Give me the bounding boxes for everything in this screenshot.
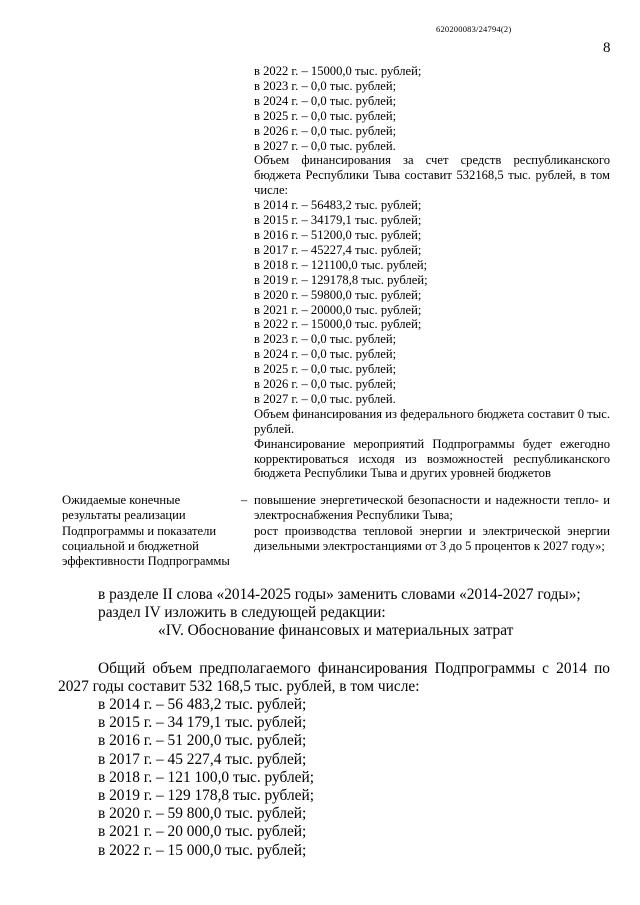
year-line-2014: в 2014 г. – 56 483,2 тыс. рублей; bbox=[98, 696, 307, 714]
federal-budget-paragraph: Объем финансирования из федерального бюджета составит 0 тыс. рублей. bbox=[254, 406, 610, 436]
funding-line-2018: в 2018 г. – 121100,0 тыс. рублей; bbox=[254, 257, 428, 272]
funding-line-2021: в 2021 г. – 20000,0 тыс. рублей; bbox=[254, 302, 422, 317]
funding-line-federal-2025: в 2025 г. – 0,0 тыс. рублей; bbox=[254, 108, 397, 123]
funding-line-federal-2022: в 2022 г. – 15000,0 тыс. рублей; bbox=[254, 64, 422, 78]
funding-line-2014: в 2014 г. – 56483,2 тыс. рублей; bbox=[254, 198, 422, 213]
funding-line-2023: в 2023 г. – 0,0 тыс. рублей; bbox=[254, 332, 397, 347]
funding-line-2015: в 2015 г. – 34179,1 тыс. рублей; bbox=[254, 213, 422, 228]
funding-line-federal-2027: в 2027 г. – 0,0 тыс. рублей. bbox=[254, 138, 396, 153]
funding-line-2024: в 2024 г. – 0,0 тыс. рублей; bbox=[254, 347, 397, 362]
expected-result-2: рост производства тепловой энергии и электрической энергии дизельными электростанциями от 3 до 5 процентов к 2027 году»; bbox=[254, 523, 610, 553]
funding-line-2019: в 2019 г. – 129178,8 тыс. рублей; bbox=[254, 272, 428, 287]
amendment-section-4: раздел IV изложить в следующей редакции: bbox=[98, 604, 386, 622]
funding-line-2020: в 2020 г. – 59800,0 тыс. рублей; bbox=[254, 287, 422, 302]
republican-budget-paragraph: Объем финансирования за счет средств республиканского бюджета Республики Тыва составит 532168,5 тыс. рублей, в том числе: bbox=[254, 153, 610, 198]
funding-line-federal-2026: в 2026 г. – 0,0 тыс. рублей; bbox=[254, 123, 397, 138]
year-line-2019: в 2019 г. – 129 178,8 тыс. рублей; bbox=[98, 787, 315, 805]
year-line-2018: в 2018 г. – 121 100,0 тыс. рублей; bbox=[98, 768, 315, 786]
amendment-section-2: в разделе II слова «2014-2025 годы» заменить словами «2014-2027 годы»; bbox=[98, 586, 581, 603]
section-heading: «IV. Обоснование финансовых и материальных затрат bbox=[158, 622, 514, 640]
funding-line-federal-2023: в 2023 г. – 0,0 тыс. рублей; bbox=[254, 78, 397, 93]
year-line-2020: в 2020 г. – 59 800,0 тыс. рублей; bbox=[98, 805, 307, 823]
funding-line-2022: в 2022 г. – 15000,0 тыс. рублей; bbox=[254, 317, 422, 332]
year-line-2022: в 2022 г. – 15 000,0 тыс. рублей; bbox=[98, 841, 307, 859]
row-dash: – bbox=[241, 493, 248, 507]
page-number: 8 bbox=[603, 40, 611, 56]
financing-adjustment-paragraph: Финансирование мероприятий Подпрограммы будет ежегодно корректироваться исходя из возможностей республиканского бюджета Республики Тыва и других уровней бюджетов bbox=[254, 436, 610, 481]
year-line-2015: в 2015 г. – 34 179,1 тыс. рублей; bbox=[98, 714, 307, 732]
funding-line-federal-2024: в 2024 г. – 0,0 тыс. рублей; bbox=[254, 93, 397, 108]
funding-table-right-column bbox=[254, 64, 610, 481]
funding-line-2016: в 2016 г. – 51200,0 тыс. рублей; bbox=[254, 227, 422, 242]
total-financing-paragraph: Общий объем предполагаемого финансирования Подпрограммы с 2014 по 2027 годы составит 532 168,5 тыс. рублей, в том числе: bbox=[58, 659, 610, 695]
document-id: 620200083/24794(2) bbox=[436, 24, 512, 34]
funding-line-2026: в 2026 г. – 0,0 тыс. рублей; bbox=[254, 377, 397, 392]
funding-line-2025: в 2025 г. – 0,0 тыс. рублей; bbox=[254, 362, 397, 377]
year-line-2017: в 2017 г. – 45 227,4 тыс. рублей; bbox=[98, 750, 307, 768]
funding-line-2027: в 2027 г. – 0,0 тыс. рублей. bbox=[254, 391, 396, 406]
year-line-2016: в 2016 г. – 51 200,0 тыс. рублей; bbox=[98, 732, 307, 750]
year-line-2021: в 2021 г. – 20 000,0 тыс. рублей; bbox=[98, 823, 307, 841]
expected-result-1: повышение энергетической безопасности и надежности тепло- и электроснабжения Республики Тыва; bbox=[254, 493, 610, 523]
funding-line-2017: в 2017 г. – 45227,4 тыс. рублей; bbox=[254, 242, 422, 257]
expected-results-label: Ожидаемые конечные результаты реализации Подпрограммы и показатели социальной и бюджетной эффективности Подпрограммы bbox=[62, 493, 230, 569]
expected-results-value bbox=[254, 493, 610, 554]
amendment-text bbox=[58, 586, 610, 860]
